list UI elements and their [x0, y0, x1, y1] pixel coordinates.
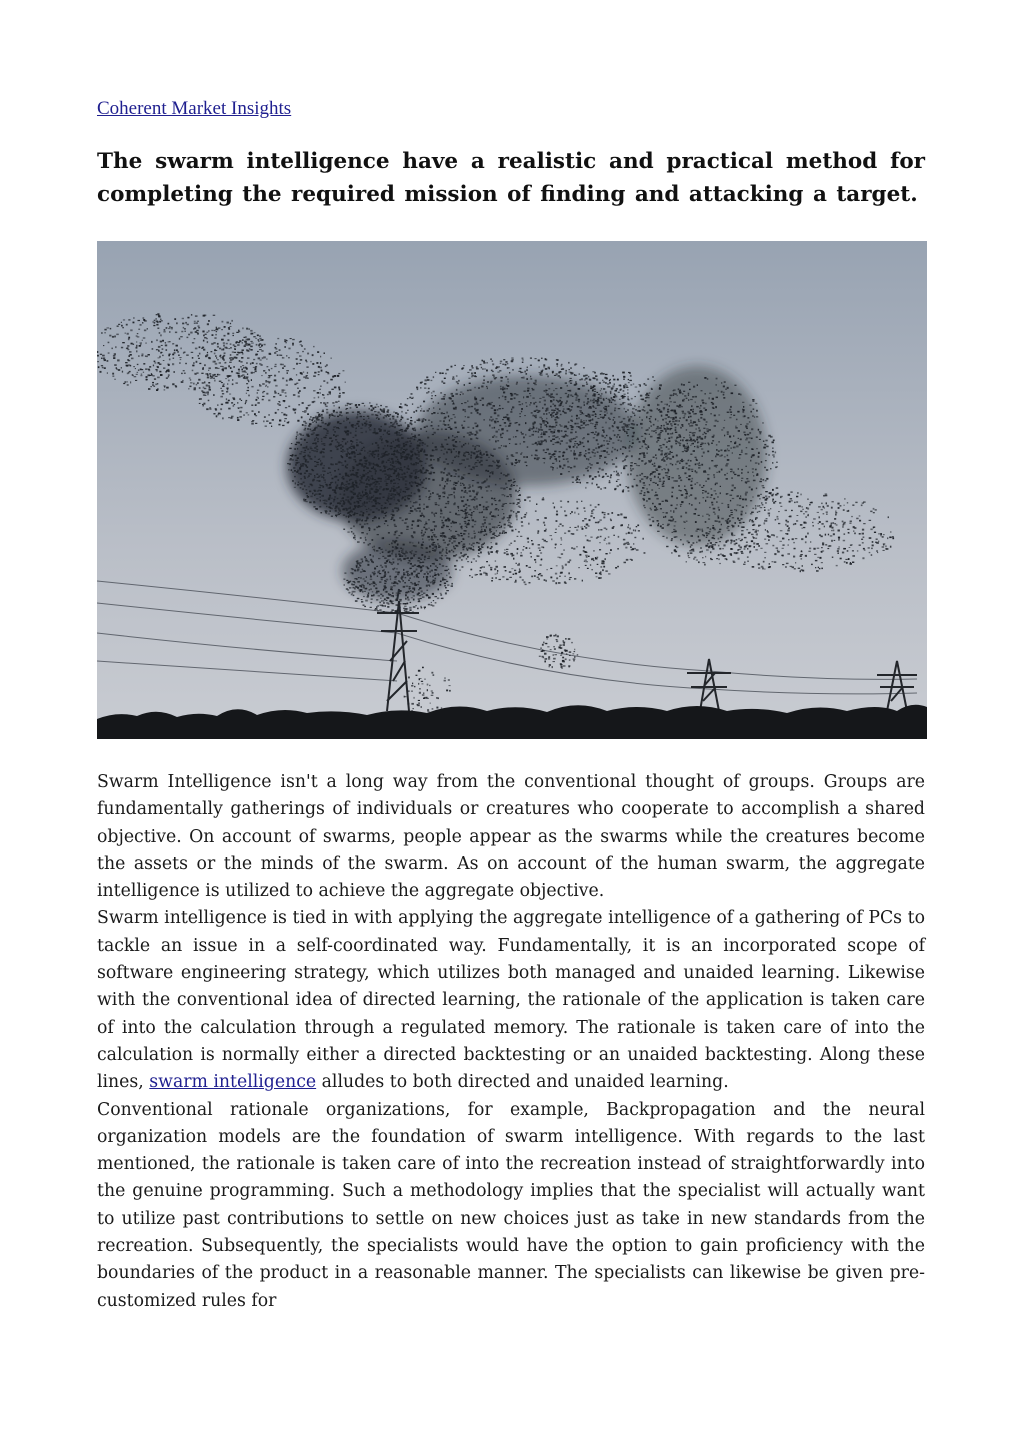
paragraph-2-text-a: Swarm intelligence is tied in with applying the aggregate intelligence of a gathering of PCs to tackle an issue in a self-coordinated way. Fundamentally, it is an incorporated scope of software engineering strategy, which utilizes both managed and unaided learning. Likewise with the conventional idea of directed learning, the rationale of the application is taken care of into the calculation through a regulated memory. The rationale is taken care of into the calculation is normally either a directed backtesting or an unaided backtesting. Along these lines,	[97, 908, 925, 1093]
paragraph-2-text-b: alludes to both directed and unaided learning.	[316, 1072, 729, 1093]
site-link[interactable]: Coherent Market Insights	[97, 98, 292, 119]
paragraph-2	[97, 905, 925, 1096]
article-body	[97, 769, 925, 1315]
paragraph-3: Conventional rationale organizations, for example, Backpropagation and the neural organization models are the foundation of swarm intelligence. With regards to the last mentioned, the rationale is taken care of into the recreation instead of straightforwardly into the genuine programming. Such a methodology implies that the specialist will actually want to utilize past contributions to settle on new choices just as take in new standards from the recreation. Subsequently, the specialists would have the option to gain proficiency with the boundaries of the product in a reasonable manner. The specialists can likewise be given pre-customized rules for	[97, 1099, 925, 1311]
paragraph-1: Swarm Intelligence isn't a long way from the conventional thought of groups. Groups are fundamentally gatherings of individuals or creatures who cooperate to accomplish a shared objective. On account of swarms, people appear as the swarms while the creatures become the assets or the minds of the swarm. As on account of the human swarm, the aggregate intelligence is utilized to achieve the aggregate objective.	[97, 772, 925, 902]
swarm-intelligence-link[interactable]: swarm intelligence	[149, 1072, 317, 1093]
article-photo	[97, 241, 927, 739]
murmuration-photo	[97, 241, 927, 739]
article-headline: The swarm intelligence have a realistic and practical method for completing the required mission of finding and attacking a target.	[97, 149, 925, 207]
